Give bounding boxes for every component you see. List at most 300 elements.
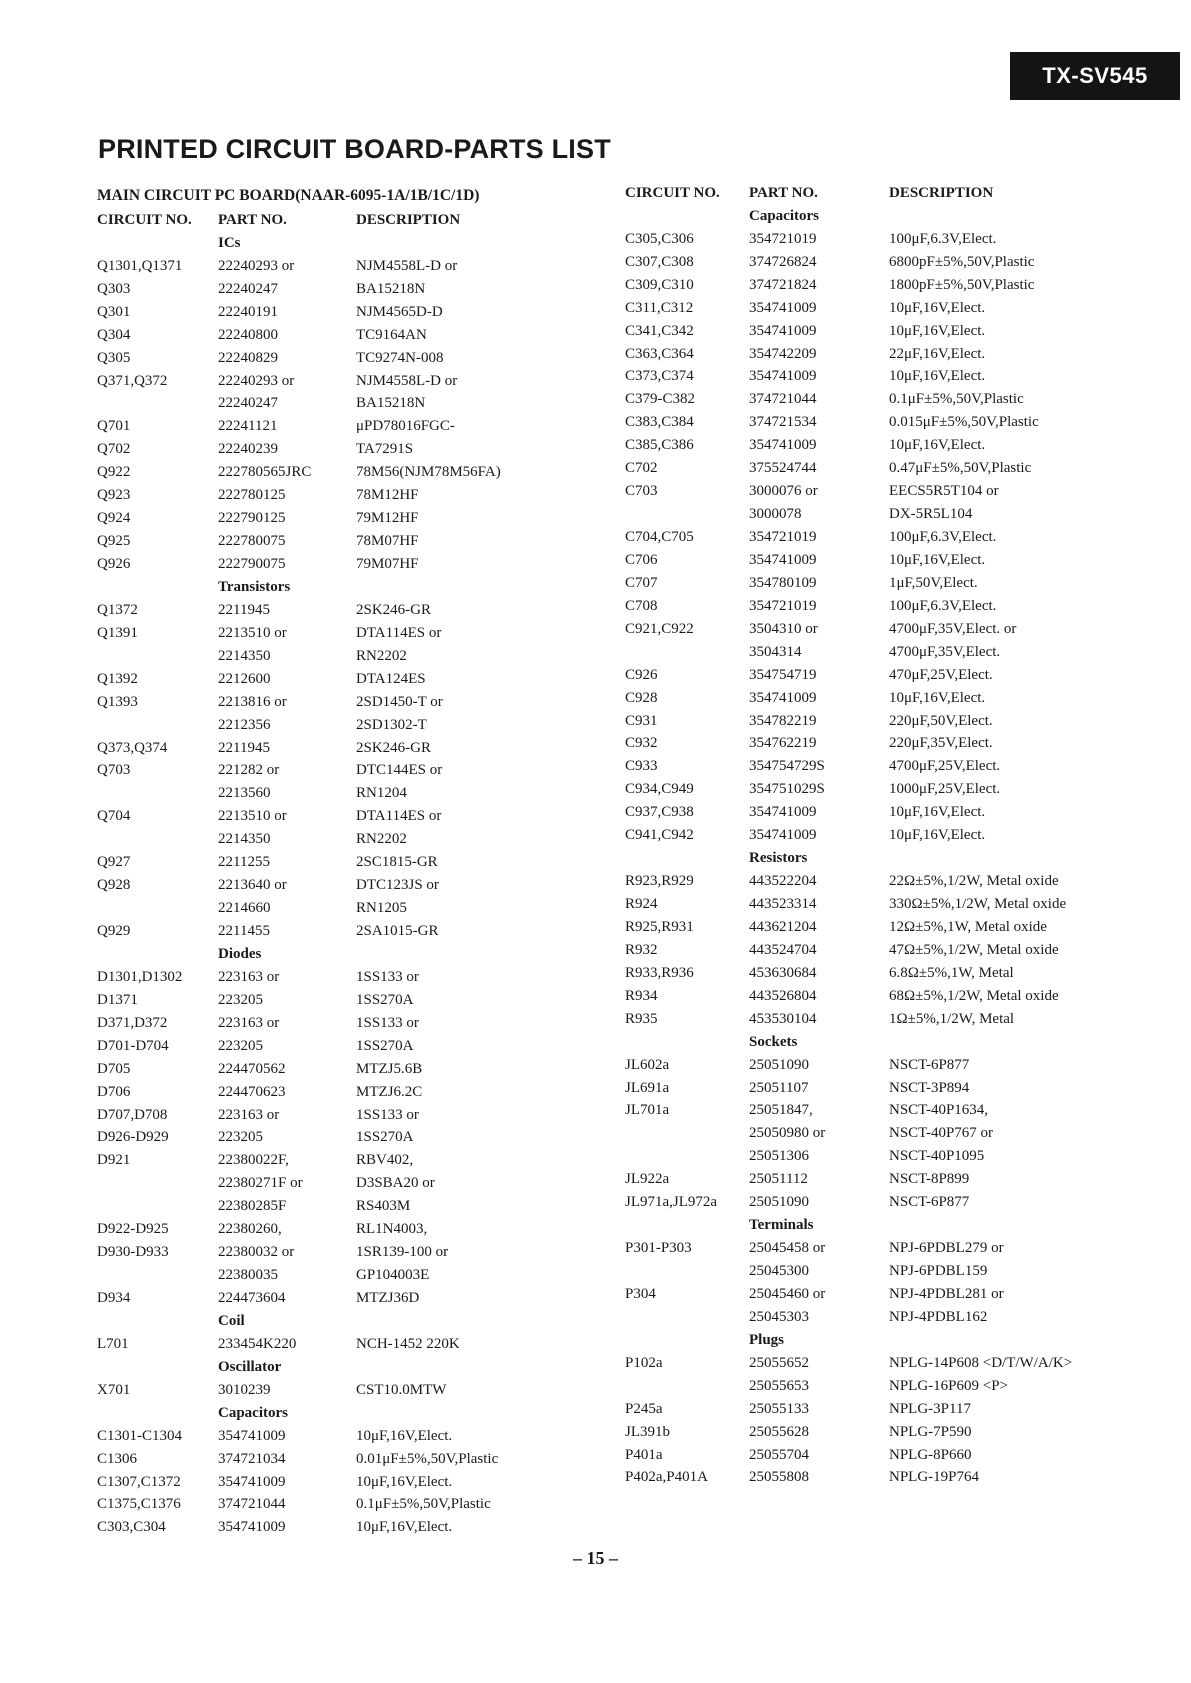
part-row <box>625 1077 1189 1100</box>
part-row <box>625 1145 1189 1168</box>
description-cell: 1SS133 or <box>356 968 419 985</box>
description-cell: NSCT-3P894 <box>889 1079 970 1096</box>
circuit-no-cell: R933,R936 <box>625 964 694 981</box>
part-row <box>97 438 596 461</box>
description-cell: 47Ω±5%,1/2W, Metal oxide <box>889 941 1059 958</box>
part-row <box>97 370 596 393</box>
description-cell: NSCT-40P1634, <box>889 1102 989 1119</box>
circuit-no-cell: Q301 <box>97 303 131 320</box>
part-no-cell: 22240247 <box>218 280 278 297</box>
part-row <box>97 599 596 622</box>
part-row <box>625 1283 1189 1306</box>
circuit-no-cell: P301-P303 <box>625 1240 692 1257</box>
circuit-no-cell: C937,C938 <box>625 804 694 821</box>
circuit-no-header: CIRCUIT NO. <box>97 211 192 228</box>
circuit-no-cell: Q922 <box>97 464 131 481</box>
circuit-no-cell: R923,R929 <box>625 873 694 890</box>
circuit-no-cell: C309,C310 <box>625 276 694 293</box>
part-no-header: PART NO. <box>749 184 818 201</box>
circuit-no-cell: JL922a <box>625 1171 670 1188</box>
part-row <box>97 920 596 943</box>
part-no-cell: 22240829 <box>218 349 278 366</box>
part-row <box>625 755 1189 778</box>
part-row <box>625 1375 1189 1398</box>
description-cell: NSCT-40P767 or <box>889 1125 994 1142</box>
description-cell: TA7291S <box>356 441 414 458</box>
column-header-row <box>97 209 596 232</box>
part-no-cell: 25051306 <box>749 1148 809 1165</box>
description-cell: DTC144ES or <box>356 762 443 779</box>
description-cell: 10μF,16V,Elect. <box>889 551 986 568</box>
circuit-no-cell: C305,C306 <box>625 230 694 247</box>
part-no-cell: 22240239 <box>218 441 278 458</box>
part-no-cell: 354751029S <box>749 781 825 798</box>
description-cell: NSCT-6P877 <box>889 1056 970 1073</box>
circuit-no-cell: Q929 <box>97 923 131 940</box>
part-row <box>97 1425 596 1448</box>
part-no-cell: 2214660 <box>218 900 271 917</box>
part-row <box>625 1306 1189 1329</box>
circuit-no-cell: C1307,C1372 <box>97 1473 181 1490</box>
part-no-cell: 224470623 <box>218 1083 286 1100</box>
category-row <box>97 943 596 966</box>
circuit-no-cell: C926 <box>625 666 658 683</box>
category-label: Coil <box>218 1312 245 1329</box>
part-row <box>97 1149 596 1172</box>
part-row <box>97 1516 596 1539</box>
part-row <box>625 1421 1189 1444</box>
part-row <box>97 255 596 278</box>
category-label: Transistors <box>218 578 291 595</box>
description-cell: 1SS133 or <box>356 1106 419 1123</box>
part-no-cell: 354754719 <box>749 666 817 683</box>
part-no-cell: 374721534 <box>749 414 817 431</box>
part-no-cell: 25051847, <box>749 1102 813 1119</box>
part-no-cell: 2211255 <box>218 854 270 871</box>
part-row <box>625 893 1189 916</box>
circuit-no-cell: Q373,Q374 <box>97 739 168 756</box>
part-no-cell: 25051112 <box>749 1171 808 1188</box>
part-no-cell: 354741009 <box>749 299 817 316</box>
circuit-no-cell: P102a <box>625 1354 663 1371</box>
part-no-cell: 25055133 <box>749 1400 809 1417</box>
part-row <box>625 985 1189 1008</box>
category-row <box>625 847 1189 870</box>
circuit-no-cell: C385,C386 <box>625 437 694 454</box>
description-cell: NSCT-6P877 <box>889 1194 970 1211</box>
description-cell: μPD78016FGC- <box>356 418 455 435</box>
part-row <box>97 530 596 553</box>
part-no-cell: 25055808 <box>749 1469 809 1486</box>
description-cell: 220μF,35V,Elect. <box>889 735 993 752</box>
part-no-cell: 2211945 <box>218 601 270 618</box>
part-row <box>97 1494 596 1517</box>
part-no-cell: 354754729S <box>749 758 825 775</box>
circuit-no-cell: D706 <box>97 1083 131 1100</box>
part-row <box>625 801 1189 824</box>
part-no-cell: 223205 <box>218 1129 263 1146</box>
part-row <box>625 1054 1189 1077</box>
part-no-cell: 354721019 <box>749 230 817 247</box>
description-cell: RBV402, <box>356 1152 414 1169</box>
part-row <box>97 301 596 324</box>
part-no-cell: 443523314 <box>749 896 817 913</box>
description-cell: 1SS133 or <box>356 1014 419 1031</box>
circuit-no-cell: Q928 <box>97 877 131 894</box>
category-row <box>97 1310 596 1333</box>
description-cell: 2SC1815-GR <box>356 854 438 871</box>
part-no-cell: 3000078 <box>749 506 802 523</box>
description-cell: 79M07HF <box>356 556 419 573</box>
part-no-cell: 22240247 <box>218 395 278 412</box>
part-row <box>97 1058 596 1081</box>
circuit-no-cell: P304 <box>625 1285 656 1302</box>
circuit-no-cell: C1375,C1376 <box>97 1496 181 1513</box>
part-row <box>625 411 1189 434</box>
part-row <box>97 737 596 760</box>
circuit-no-cell: D705 <box>97 1060 131 1077</box>
circuit-no-cell: C363,C364 <box>625 345 694 362</box>
part-no-cell: 354741009 <box>749 804 817 821</box>
circuit-no-cell: Q1372 <box>97 601 138 618</box>
part-no-cell: 22241121 <box>218 418 278 435</box>
part-row <box>97 668 596 691</box>
part-no-cell: 3504310 or <box>749 620 818 637</box>
description-cell: 78M07HF <box>356 533 419 550</box>
description-cell: NPJ-4PDBL281 or <box>889 1285 1004 1302</box>
left-parts-column <box>97 209 596 1539</box>
circuit-no-cell: D926-D929 <box>97 1129 169 1146</box>
description-cell: DTC123JS or <box>356 877 439 894</box>
part-no-cell: 374721034 <box>218 1450 286 1467</box>
description-cell: MTZJ6.2C <box>356 1083 423 1100</box>
description-cell: DTA114ES or <box>356 624 442 641</box>
circuit-no-cell: Q303 <box>97 280 131 297</box>
circuit-no-cell: D922-D925 <box>97 1221 169 1238</box>
category-label: Resistors <box>749 850 808 867</box>
part-no-cell: 443526804 <box>749 987 817 1004</box>
board-title: MAIN CIRCUIT PC BOARD(NAAR-6095-1A/1B/1C/1D) <box>97 187 480 204</box>
part-row <box>625 962 1189 985</box>
part-row <box>625 1008 1189 1031</box>
part-no-cell: 25055628 <box>749 1423 809 1440</box>
description-cell: 2SK246-GR <box>356 601 432 618</box>
part-no-cell: 222780565JRC <box>218 464 312 481</box>
part-row <box>625 251 1189 274</box>
circuit-no-cell: D1371 <box>97 991 138 1008</box>
part-row <box>97 760 596 783</box>
part-row <box>97 393 596 416</box>
description-cell: 100μF,6.3V,Elect. <box>889 597 997 614</box>
description-cell: 1000μF,25V,Elect. <box>889 781 1001 798</box>
part-no-cell: 453630684 <box>749 964 817 981</box>
circuit-no-cell: Q701 <box>97 418 131 435</box>
part-no-cell: 224473604 <box>218 1290 286 1307</box>
description-cell: 10μF,16V,Elect. <box>889 437 986 454</box>
circuit-no-cell: C932 <box>625 735 658 752</box>
part-row <box>625 526 1189 549</box>
part-row <box>97 1379 596 1402</box>
description-header: DESCRIPTION <box>889 184 994 201</box>
circuit-no-cell: Q703 <box>97 762 131 779</box>
part-no-cell: 374721044 <box>218 1496 286 1513</box>
description-cell: 1SS270A <box>356 1037 414 1054</box>
part-no-cell: 223163 or <box>218 1106 280 1123</box>
part-row <box>97 691 596 714</box>
part-row <box>97 1264 596 1287</box>
circuit-no-cell: Q1392 <box>97 670 138 687</box>
model-badge: TX-SV545 <box>1010 52 1180 100</box>
part-row <box>97 828 596 851</box>
description-cell: 10μF,16V,Elect. <box>889 368 986 385</box>
circuit-no-cell: JL971a,JL972a <box>625 1194 718 1211</box>
part-row <box>625 228 1189 251</box>
circuit-no-cell: C379-C382 <box>625 391 696 408</box>
category-label: Capacitors <box>749 207 819 224</box>
part-no-cell: 22380032 or <box>218 1244 295 1261</box>
part-no-cell: 222790125 <box>218 510 286 527</box>
circuit-no-cell: Q927 <box>97 854 131 871</box>
part-row <box>625 1467 1189 1490</box>
part-no-cell: 2214350 <box>218 831 271 848</box>
description-cell: RS403M <box>356 1198 411 1215</box>
description-cell: 330Ω±5%,1/2W, Metal oxide <box>889 896 1067 913</box>
part-row <box>97 484 596 507</box>
description-cell: NJM4558L-D or <box>356 372 458 389</box>
circuit-no-cell: Q1391 <box>97 624 138 641</box>
part-row <box>625 388 1189 411</box>
circuit-no-cell: C307,C308 <box>625 253 694 270</box>
category-row <box>625 205 1189 228</box>
circuit-no-cell: D1301,D1302 <box>97 968 183 985</box>
description-cell: 68Ω±5%,1/2W, Metal oxide <box>889 987 1059 1004</box>
description-cell: 100μF,6.3V,Elect. <box>889 529 997 546</box>
part-row <box>97 1195 596 1218</box>
description-cell: 10μF,16V,Elect. <box>356 1473 453 1490</box>
circuit-no-cell: C383,C384 <box>625 414 694 431</box>
category-label: Capacitors <box>218 1404 288 1421</box>
part-no-cell: 222780125 <box>218 487 286 504</box>
description-cell: 6.8Ω±5%,1W, Metal <box>889 964 1014 981</box>
description-cell: 220μF,50V,Elect. <box>889 712 993 729</box>
part-row <box>97 1035 596 1058</box>
part-no-cell: 375524744 <box>749 460 817 477</box>
part-row <box>625 1168 1189 1191</box>
circuit-no-cell: C703 <box>625 483 658 500</box>
circuit-no-cell: Q1301,Q1371 <box>97 257 183 274</box>
description-cell: EECS5R5T104 or <box>889 483 999 500</box>
circuit-no-cell: R934 <box>625 987 658 1004</box>
circuit-no-cell: Q371,Q372 <box>97 372 168 389</box>
part-no-cell: 223163 or <box>218 1014 280 1031</box>
part-row <box>97 1287 596 1310</box>
part-no-cell: 2211945 <box>218 739 270 756</box>
description-header: DESCRIPTION <box>356 211 461 228</box>
description-cell: RN1204 <box>356 785 407 802</box>
part-row <box>97 897 596 920</box>
part-row <box>625 916 1189 939</box>
description-cell: D3SBA20 or <box>356 1175 435 1192</box>
part-row <box>97 1471 596 1494</box>
circuit-no-cell: X701 <box>97 1381 131 1398</box>
part-row <box>625 1191 1189 1214</box>
description-cell: 2SA1015-GR <box>356 923 439 940</box>
part-row <box>625 595 1189 618</box>
circuit-no-cell: L701 <box>97 1335 129 1352</box>
circuit-no-cell: C941,C942 <box>625 827 694 844</box>
part-row <box>97 461 596 484</box>
description-cell: BA15218N <box>356 395 426 412</box>
description-cell: 0.1μF±5%,50V,Plastic <box>356 1496 491 1513</box>
part-row <box>625 641 1189 664</box>
circuit-no-cell: C704,C705 <box>625 529 694 546</box>
page-title: PRINTED CIRCUIT BOARD-PARTS LIST <box>98 134 611 164</box>
part-no-cell: 2213510 or <box>218 808 287 825</box>
part-no-cell: 2211455 <box>218 923 270 940</box>
part-no-cell: 22380260, <box>218 1221 282 1238</box>
circuit-no-cell: C933 <box>625 758 658 775</box>
part-row <box>625 572 1189 595</box>
description-cell: NPJ-6PDBL279 or <box>889 1240 1004 1257</box>
description-cell: 10μF,16V,Elect. <box>356 1427 453 1444</box>
description-cell: 100μF,6.3V,Elect. <box>889 230 997 247</box>
part-row <box>625 503 1189 526</box>
part-no-cell: 354782219 <box>749 712 817 729</box>
part-row <box>97 1104 596 1127</box>
part-no-cell: 223205 <box>218 1037 263 1054</box>
part-row <box>625 664 1189 687</box>
page-number: – 15 – <box>573 1548 618 1568</box>
part-row <box>625 1444 1189 1467</box>
part-no-cell: 354742209 <box>749 345 817 362</box>
category-label: Terminals <box>749 1217 814 1234</box>
circuit-no-cell: P245a <box>625 1400 663 1417</box>
circuit-no-cell: R932 <box>625 941 658 958</box>
description-cell: NCH-1452 220K <box>356 1335 460 1352</box>
part-no-cell: 3010239 <box>218 1381 271 1398</box>
part-no-cell: 2213640 or <box>218 877 287 894</box>
circuit-no-cell: D930-D933 <box>97 1244 169 1261</box>
part-row <box>97 1081 596 1104</box>
part-no-cell: 2213816 or <box>218 693 287 710</box>
part-row <box>97 645 596 668</box>
part-row <box>625 1352 1189 1375</box>
part-row <box>97 989 596 1012</box>
part-row <box>625 343 1189 366</box>
description-cell: 4700μF,25V,Elect. <box>889 758 1001 775</box>
right-parts-list <box>625 205 1189 1490</box>
part-row <box>625 870 1189 893</box>
circuit-no-cell: Q1393 <box>97 693 138 710</box>
part-row <box>97 278 596 301</box>
category-label: Sockets <box>749 1033 798 1050</box>
circuit-no-cell: C341,C342 <box>625 322 694 339</box>
part-no-cell: 25045303 <box>749 1308 809 1325</box>
description-cell: 1800pF±5%,50V,Plastic <box>889 276 1035 293</box>
part-row <box>97 1218 596 1241</box>
part-row <box>97 851 596 874</box>
description-cell: 10μF,16V,Elect. <box>889 804 986 821</box>
description-cell: NPLG-7P590 <box>889 1423 972 1440</box>
circuit-no-cell: Q926 <box>97 556 131 573</box>
part-no-cell: 354741009 <box>749 322 817 339</box>
circuit-no-cell: C708 <box>625 597 658 614</box>
description-cell: TC9274N-008 <box>356 349 444 366</box>
part-no-cell: 2213510 or <box>218 624 287 641</box>
description-cell: 12Ω±5%,1W, Metal oxide <box>889 918 1047 935</box>
description-cell: RN1205 <box>356 900 407 917</box>
description-cell: 10μF,16V,Elect. <box>889 322 986 339</box>
part-no-cell: 354721019 <box>749 529 817 546</box>
part-no-cell: 2212600 <box>218 670 271 687</box>
part-no-cell: 354741009 <box>218 1427 286 1444</box>
part-row <box>97 1333 596 1356</box>
description-cell: MTZJ5.6B <box>356 1060 423 1077</box>
left-parts-list <box>97 232 596 1539</box>
category-row <box>97 1402 596 1425</box>
part-no-cell: 374721044 <box>749 391 817 408</box>
part-row <box>97 1241 596 1264</box>
part-row <box>625 549 1189 572</box>
part-no-cell: 223163 or <box>218 968 280 985</box>
part-no-cell: 453530104 <box>749 1010 817 1027</box>
circuit-no-cell: D921 <box>97 1152 131 1169</box>
part-row <box>625 1122 1189 1145</box>
description-cell: GP104003E <box>356 1267 430 1284</box>
description-cell: 2SD1450-T or <box>356 693 443 710</box>
circuit-no-cell: D701-D704 <box>97 1037 169 1054</box>
part-no-cell: 443524704 <box>749 941 817 958</box>
description-cell: 1SS270A <box>356 991 414 1008</box>
part-no-cell: 233454K220 <box>218 1335 297 1352</box>
part-row <box>625 1398 1189 1421</box>
part-no-cell: 354721019 <box>749 597 817 614</box>
circuit-no-cell: C303,C304 <box>97 1519 166 1536</box>
circuit-no-cell: C702 <box>625 460 658 477</box>
circuit-no-cell: Q924 <box>97 510 131 527</box>
part-no-cell: 22240293 or <box>218 372 295 389</box>
part-no-cell: 354741009 <box>749 368 817 385</box>
part-no-cell: 354741009 <box>749 689 817 706</box>
description-cell: 78M12HF <box>356 487 419 504</box>
part-row <box>625 824 1189 847</box>
part-row <box>625 778 1189 801</box>
circuit-no-cell: R935 <box>625 1010 658 1027</box>
description-cell: NJM4558L-D or <box>356 257 458 274</box>
part-row <box>97 874 596 897</box>
part-row <box>97 324 596 347</box>
description-cell: 1SS270A <box>356 1129 414 1146</box>
circuit-no-cell: R924 <box>625 896 658 913</box>
right-parts-column <box>625 182 1189 1489</box>
part-no-cell: 354741009 <box>749 551 817 568</box>
description-cell: 10μF,16V,Elect. <box>889 689 986 706</box>
circuit-no-cell: D707,D708 <box>97 1106 168 1123</box>
part-row <box>625 618 1189 641</box>
part-row <box>625 434 1189 457</box>
description-cell: 4700μF,35V,Elect. or <box>889 620 1017 637</box>
part-no-cell: 25051090 <box>749 1056 809 1073</box>
circuit-no-cell: Q702 <box>97 441 131 458</box>
part-no-cell: 443621204 <box>749 918 817 935</box>
circuit-no-cell: P401a <box>625 1446 663 1463</box>
description-cell: 0.47μF±5%,50V,Plastic <box>889 460 1032 477</box>
description-cell: TC9164AN <box>356 326 427 343</box>
description-cell: DTA124ES <box>356 670 426 687</box>
part-row <box>97 347 596 370</box>
description-cell: 1Ω±5%,1/2W, Metal <box>889 1010 1015 1027</box>
category-row <box>625 1329 1189 1352</box>
